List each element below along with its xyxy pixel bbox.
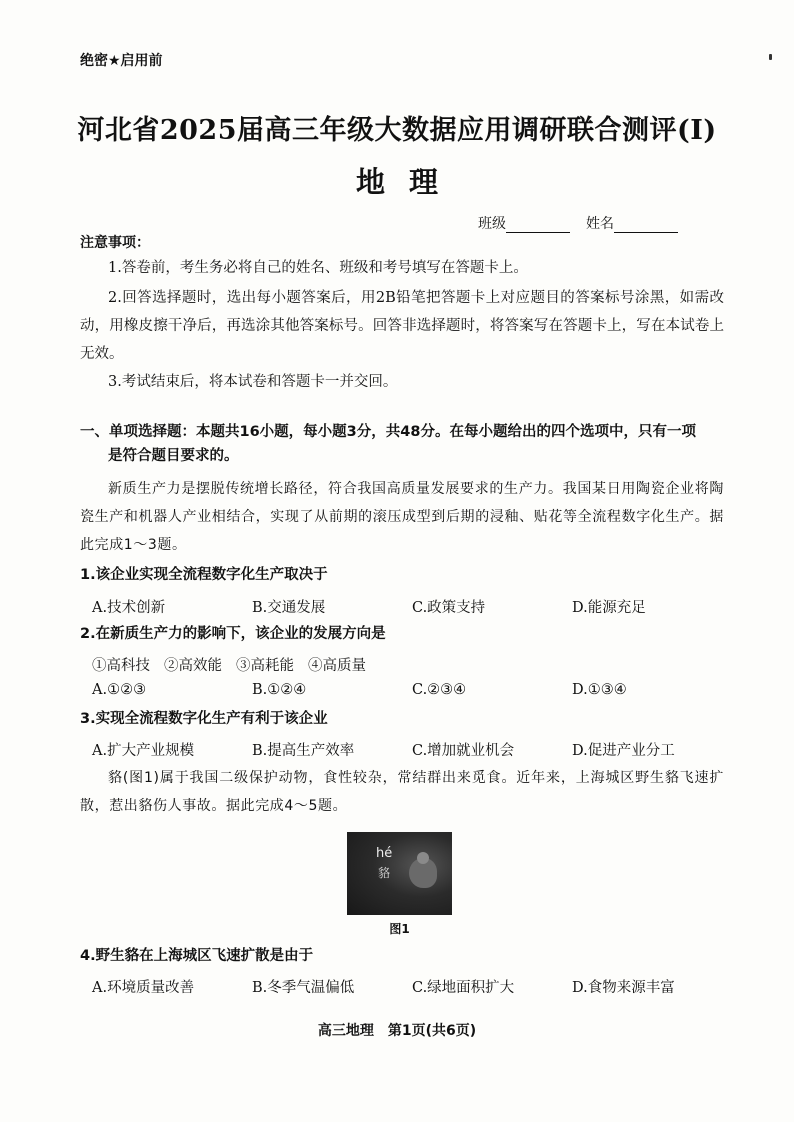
name-blank [614, 218, 678, 233]
q2-option-b: B.①②④ [252, 682, 307, 698]
material-1: 新质生产力是摆脱传统增长路径，符合我国高质量发展要求的生产力。我国某日用陶瓷企业将陶瓷生产和机器人产业相结合，实现了从前期的滚压成型到后期的浸釉、贴花等全流程数字化生产。据此完成1～3题。 [80, 481, 724, 553]
q2-option-a: A.①②③ [92, 682, 147, 698]
q4-option-c: C.绿地面积扩大 [412, 980, 515, 996]
q2-suboption-2: ②高效能 [164, 658, 222, 674]
exam-title: 河北省2025届高三年级大数据应用调研联合测评(Ⅰ) [77, 115, 717, 146]
page-footer: 高三地理 第1页(共6页) [317, 1023, 477, 1039]
q2-suboption-3: ③高耗能 [236, 658, 294, 674]
confidential-label: 绝密★启用前 [80, 53, 163, 69]
student-info-fields [478, 213, 678, 233]
raccoon-dog-head-shape [417, 852, 429, 864]
q2-suboption-1: ①高科技 [92, 658, 150, 674]
question-2-stem: 2.在新质生产力的影响下，该企业的发展方向是 [80, 626, 386, 642]
question-3-options [92, 739, 732, 760]
notice-item-2: 2.回答选择题时，选出每小题答案后，用2B铅笔把答题卡上对应题目的答案标号涂黑，如需改动，用橡皮擦干净后，再选涂其他答案标号。回答非选择题时，将答案写在答题卡上，写在本试卷上无效。 [80, 290, 724, 362]
question-2-suboptions [92, 654, 366, 675]
notice-heading: 注意事项： [80, 235, 150, 251]
q1-option-a: A.技术创新 [92, 600, 166, 616]
name-field [586, 213, 678, 233]
notice-item-1: 1.答卷前，考生务必将自己的姓名、班级和考号填写在答题卡上。 [108, 260, 528, 276]
q4-option-b: B.冬季气温偏低 [252, 980, 355, 996]
figure-hanzi: 貉 [378, 866, 391, 880]
class-field [478, 213, 570, 233]
q3-option-a: A.扩大产业规模 [92, 743, 195, 759]
question-2-options [92, 682, 732, 698]
section-heading [80, 420, 724, 468]
q2-suboption-4: ④高质量 [308, 658, 366, 674]
q4-option-a: A.环境质量改善 [92, 980, 195, 996]
q1-option-c: C.政策支持 [412, 600, 486, 616]
q3-option-b: B.提高生产效率 [252, 743, 355, 759]
question-1-stem: 1.该企业实现全流程数字化生产取决于 [80, 567, 328, 583]
scan-mark [769, 54, 772, 60]
name-label: 姓名 [586, 216, 614, 232]
question-4-options [92, 976, 732, 997]
question-1-options [92, 596, 732, 617]
q3-option-d: D.促进产业分工 [572, 743, 675, 759]
q2-option-c: C.②③④ [412, 682, 467, 698]
figure-1-caption: 图1 [389, 922, 410, 936]
section-heading-line1: 一、单项选择题：本题共16小题，每小题3分，共48分。在每小题给出的四个选项中，只有一项 [80, 424, 696, 440]
q4-option-d: D.食物来源丰富 [572, 980, 675, 996]
notice-item-3: 3.考试结束后，将本试卷和答题卡一并交回。 [108, 374, 398, 390]
class-label: 班级 [478, 216, 506, 232]
question-4-stem: 4.野生貉在上海城区飞速扩散是由于 [80, 948, 314, 964]
question-3-stem: 3.实现全流程数字化生产有利于该企业 [80, 711, 328, 727]
figure-pinyin: hé [376, 846, 393, 861]
q3-option-c: C.增加就业机会 [412, 743, 515, 759]
figure-1-image [347, 832, 452, 915]
q2-option-d: D.①③④ [572, 682, 627, 698]
q1-option-b: B.交通发展 [252, 600, 326, 616]
section-heading-line2: 是符合题目要求的。 [108, 448, 239, 464]
material-2: 貉(图1)属于我国二级保护动物，食性较杂，常结群出来觅食。近年来，上海城区野生貉飞速扩散，惹出貉伤人事故。据此完成4～5题。 [80, 770, 724, 814]
q1-option-d: D.能源充足 [572, 600, 646, 616]
class-blank [506, 218, 570, 233]
subject-title: 地理 [355, 165, 462, 199]
